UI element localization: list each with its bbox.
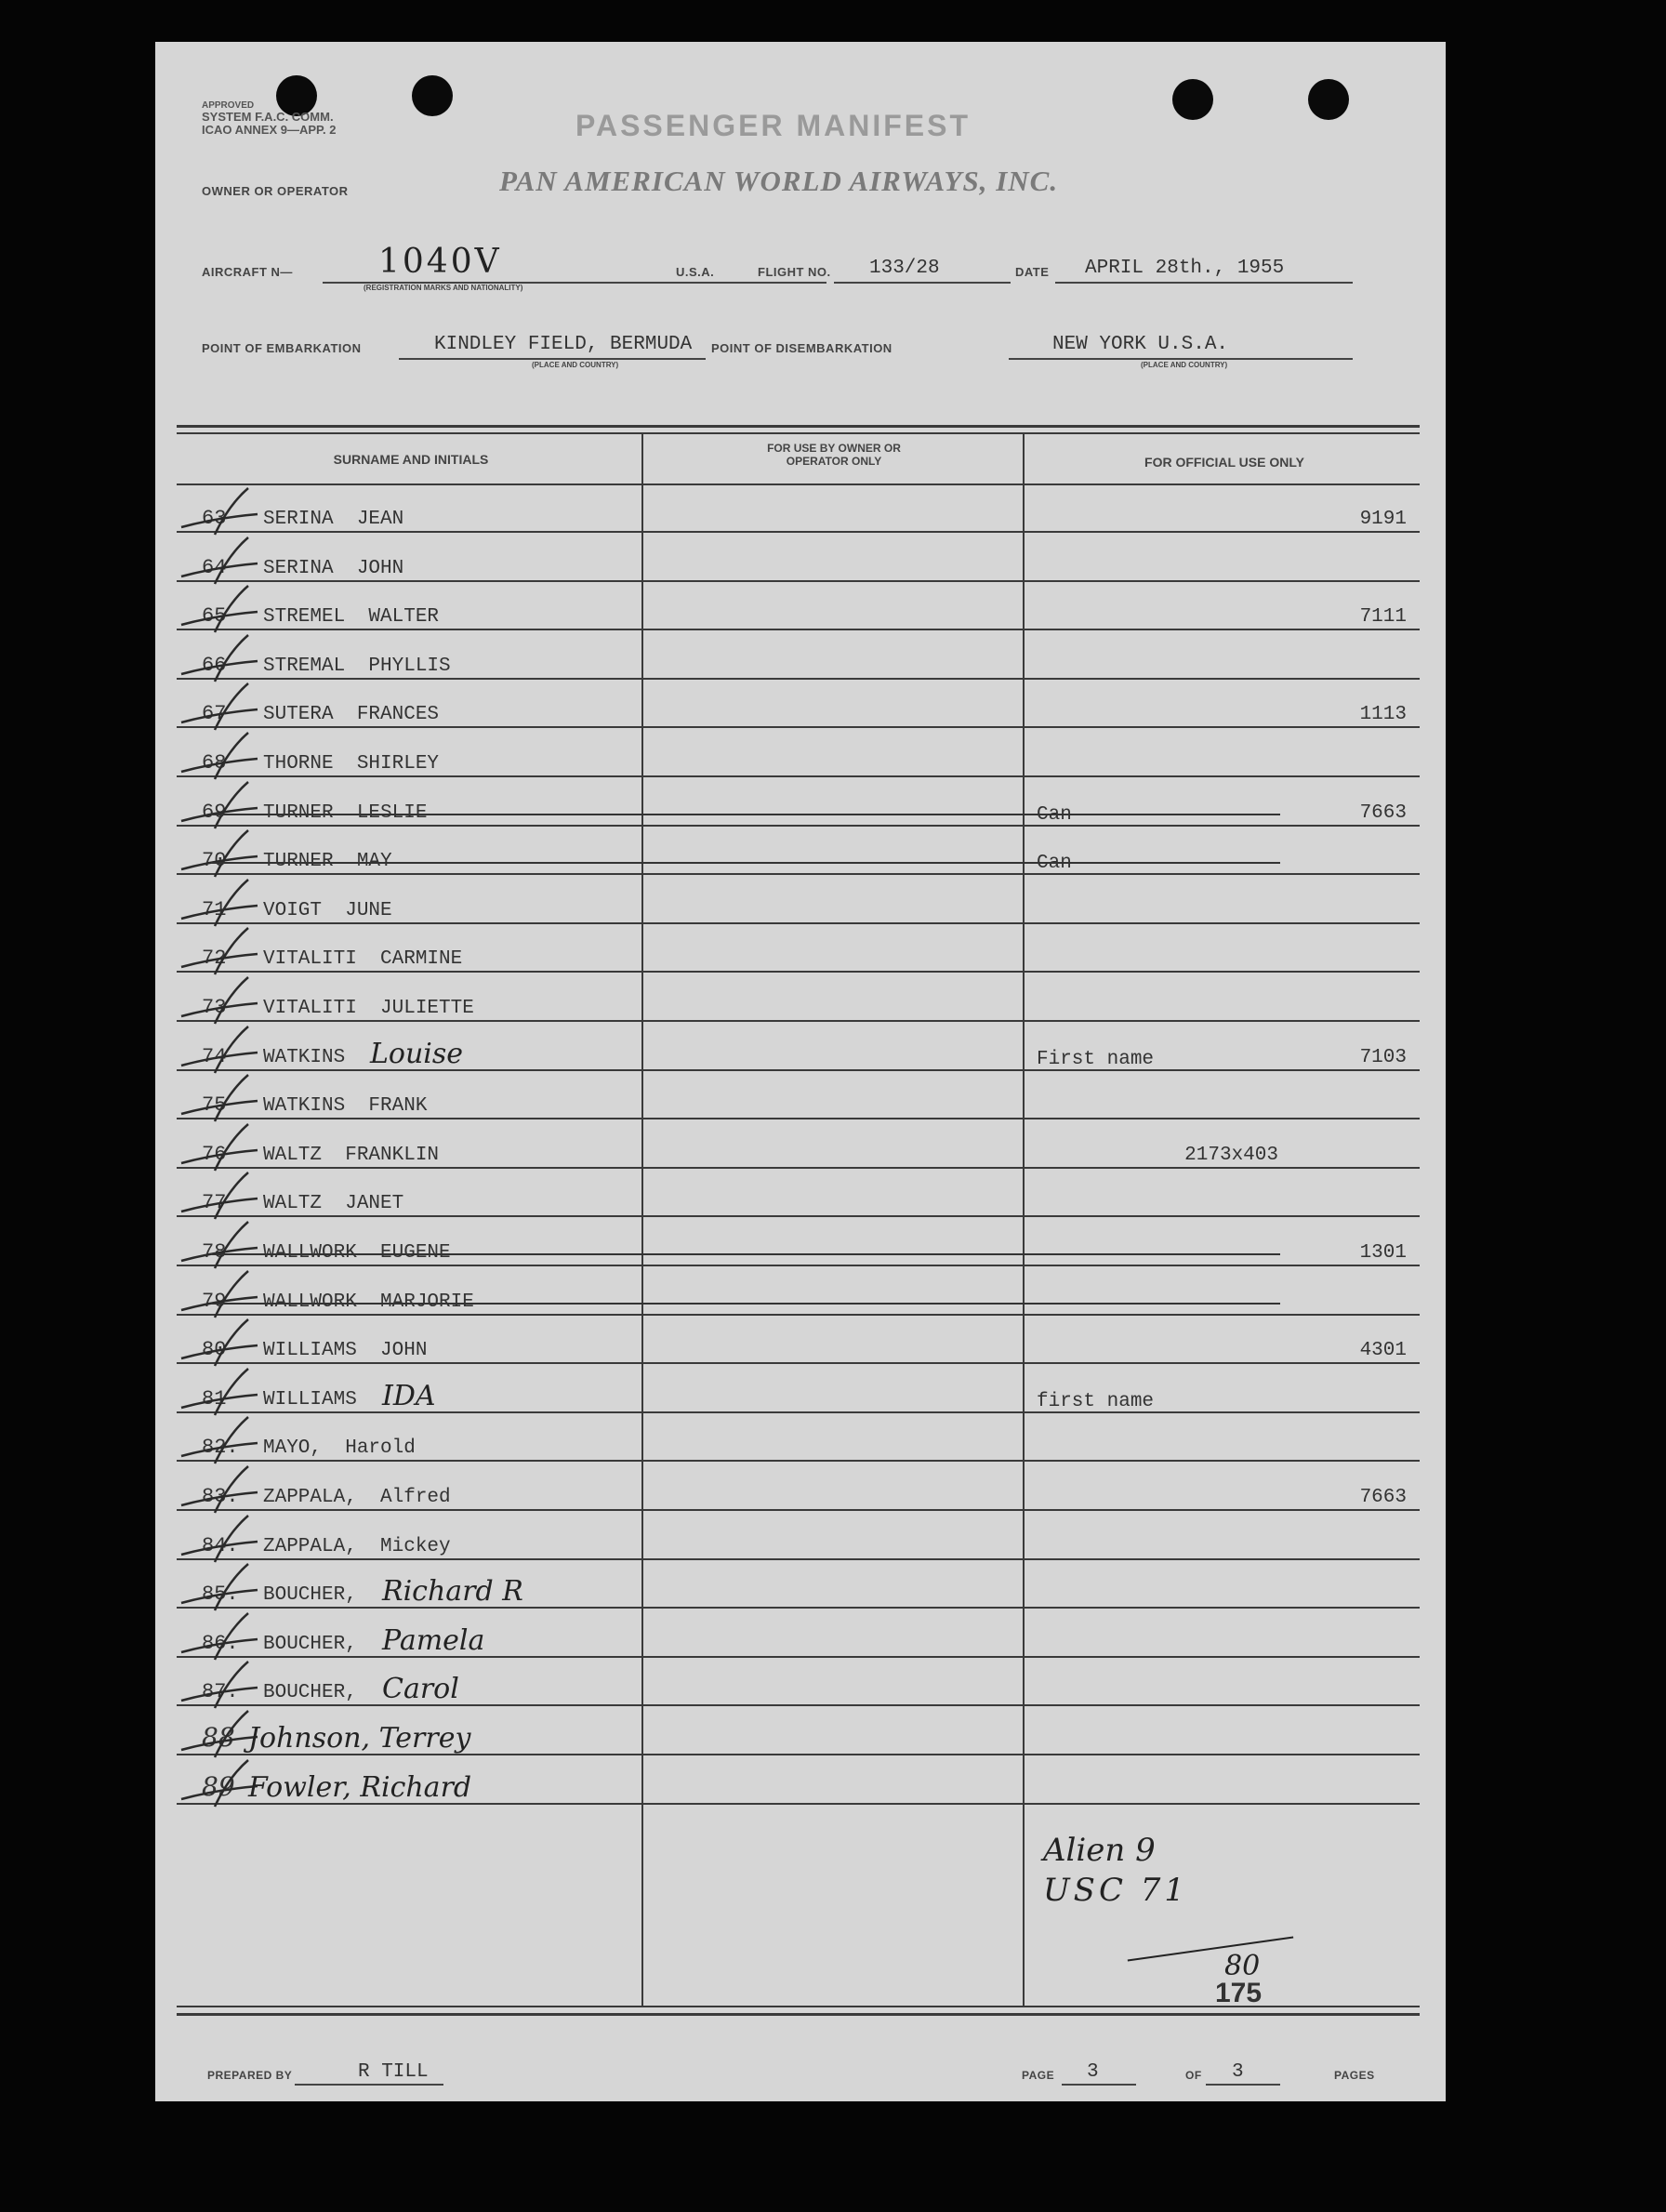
passenger-number: 88 (202, 1722, 235, 1753)
col-header-surname: SURNAME AND INITIALS (333, 452, 489, 467)
of-value: 3 (1232, 2061, 1244, 2083)
passenger-number: 70 (202, 849, 227, 873)
checkmark-icon (178, 682, 261, 734)
handwritten-name: Richard R (382, 1575, 523, 1609)
checkmark-icon (178, 1318, 261, 1370)
checkmark-icon (178, 633, 261, 685)
checkmark-icon (178, 1025, 261, 1077)
passenger-name: TURNER LESLIE (263, 801, 428, 824)
strike-through-line (211, 862, 1280, 864)
passenger-number: 77 (202, 1191, 227, 1215)
official-code: 9191 (1359, 509, 1407, 530)
passenger-number: 66 (202, 653, 227, 677)
official-code: 1113 (1359, 704, 1407, 726)
handwritten-name: Fowler, Richard (248, 1770, 472, 1804)
official-note: First name (1037, 1048, 1155, 1070)
place-caption: (PLACE AND COUNTRY) (1141, 361, 1228, 369)
col-header-owner-use: FOR USE BY OWNER OR OPERATOR ONLY (767, 442, 901, 468)
passenger-name: THORNE SHIRLEY (263, 753, 440, 775)
owner-value: PAN AMERICAN WORLD AIRWAYS, INC. (499, 165, 1059, 197)
embark-label: POINT OF EMBARKATION (202, 341, 362, 355)
tally-alien: Alien 9 (1043, 1832, 1156, 1869)
checkmark-icon (178, 731, 261, 783)
passenger-number: 68 (202, 751, 227, 775)
passenger-number: 73 (202, 996, 227, 1019)
checkmark-icon (178, 1171, 261, 1223)
passenger-name: STREMEL WALTER (263, 606, 440, 629)
date-label: DATE (1015, 265, 1050, 279)
aircraft-label: AIRCRAFT N— (202, 265, 293, 279)
approval-line: SYSTEM F.A.C. COMM. (202, 110, 334, 124)
official-code: 7103 (1359, 1046, 1407, 1068)
official-code: 7663 (1359, 1487, 1407, 1508)
flight-value: 133/28 (869, 258, 940, 279)
passenger-number: 86. (202, 1631, 239, 1655)
checkmark-icon (178, 486, 261, 538)
place-caption: (PLACE AND COUNTRY) (532, 361, 619, 369)
passenger-name: WATKINS FRANK (263, 1095, 428, 1118)
passenger-number: 64 (202, 555, 227, 579)
passenger-number: 84. (202, 1533, 239, 1557)
checkmark-icon (178, 828, 261, 881)
prepared-value: R TILL (358, 2061, 429, 2083)
passenger-name: SERINA JOHN (263, 557, 404, 579)
punch-hole (1308, 79, 1349, 120)
passenger-name: WALTZ FRANKLIN (263, 1144, 440, 1166)
passenger-number: 87. (202, 1680, 239, 1704)
checkmark-icon (178, 584, 261, 636)
passenger-name: BOUCHER, (263, 1682, 357, 1704)
checkmark-icon (178, 926, 261, 978)
strike-through-line (211, 1253, 1280, 1255)
passenger-name: STREMAL PHYLLIS (263, 655, 451, 677)
passenger-name: WATKINS (263, 1046, 346, 1068)
passenger-name: ZAPPALA, Mickey (263, 1535, 451, 1557)
owner-label: OWNER OR OPERATOR (202, 184, 349, 198)
official-code: 1301 (1359, 1242, 1407, 1264)
aircraft-value: 1040V (378, 243, 502, 281)
passenger-number: 89 (202, 1770, 235, 1802)
embark-value: KINDLEY FIELD, BERMUDA (434, 334, 693, 355)
passenger-number: 65 (202, 604, 227, 629)
passenger-name: WILLIAMS JOHN (263, 1340, 428, 1362)
passenger-name: WALTZ JANET (263, 1193, 404, 1215)
passenger-name: ZAPPALA, Alfred (263, 1487, 451, 1508)
checkmark-icon (178, 1562, 261, 1614)
strike-through-line (211, 1303, 1280, 1305)
registration-caption: (REGISTRATION MARKS AND NATIONALITY) (364, 284, 523, 292)
passenger-number: 63 (202, 507, 227, 530)
page-label: PAGE (1022, 2069, 1055, 2082)
col-header-official-use: FOR OFFICIAL USE ONLY (1144, 455, 1304, 470)
handwritten-name: Louise (370, 1037, 464, 1070)
date-value: APRIL 28th., 1955 (1085, 258, 1285, 279)
passenger-number: 79 (202, 1289, 227, 1313)
checkmark-icon (178, 878, 261, 930)
approval-line: ICAO ANNEX 9—APP. 2 (202, 123, 337, 137)
official-note: Can (1037, 853, 1072, 875)
passenger-name: WALLWORK MARJORIE (263, 1291, 474, 1313)
passenger-number: 74 (202, 1044, 227, 1068)
passenger-number: 82. (202, 1436, 239, 1460)
flight-label: FLIGHT NO. (758, 265, 831, 279)
passenger-name: VITALITI JULIETTE (263, 998, 474, 1019)
passenger-name: WALLWORK EUGENE (263, 1242, 451, 1264)
checkmark-icon (178, 1269, 261, 1321)
disembark-label: POINT OF DISEMBARKATION (711, 341, 892, 355)
usa-label: U.S.A. (676, 265, 715, 279)
page-value: 3 (1087, 2061, 1099, 2083)
approval-line: APPROVED (202, 100, 255, 111)
checkmark-icon (178, 536, 261, 588)
checkmark-icon (178, 1220, 261, 1272)
passenger-name: WILLIAMS (263, 1388, 357, 1411)
checkmark-icon (178, 1367, 261, 1419)
passenger-number: 85. (202, 1583, 239, 1607)
checkmark-icon (178, 1464, 261, 1517)
passenger-name: SERINA JEAN (263, 509, 404, 530)
manifest-sheet (155, 42, 1446, 2101)
checkmark-icon (178, 1415, 261, 1467)
page-stamp: 175 (1215, 1978, 1263, 2008)
passenger-name: BOUCHER, (263, 1633, 357, 1655)
checkmark-icon (178, 975, 261, 1027)
of-label: OF (1185, 2069, 1202, 2082)
checkmark-icon (178, 780, 261, 832)
passenger-name: TURNER MAY (263, 851, 392, 873)
checkmark-icon (178, 1514, 261, 1566)
passenger-number: 69 (202, 800, 227, 824)
strike-through-line (211, 814, 1280, 815)
official-code: 7663 (1359, 801, 1407, 824)
passenger-name: BOUCHER, (263, 1584, 357, 1607)
passenger-name: VOIGT JUNE (263, 899, 392, 921)
checkmark-icon (178, 1660, 261, 1712)
passenger-number: 83. (202, 1485, 239, 1508)
handwritten-name: Carol (382, 1673, 459, 1706)
punch-hole (412, 75, 453, 116)
official-note: Can (1037, 803, 1072, 826)
prepared-label: PREPARED BY (207, 2069, 293, 2082)
official-code: 4301 (1359, 1340, 1407, 1362)
punch-hole (1172, 79, 1213, 120)
official-note: first name (1037, 1390, 1155, 1412)
handwritten-name: Johnson, Terrey (248, 1722, 471, 1755)
checkmark-icon (178, 1073, 261, 1125)
disembark-value: NEW YORK U.S.A. (1052, 334, 1229, 355)
passenger-number: 71 (202, 897, 227, 921)
handwritten-name: Pamela (382, 1623, 485, 1657)
passenger-name: MAYO, Harold (263, 1437, 416, 1460)
passenger-number: 75 (202, 1093, 227, 1118)
official-code: 2173x403 (1184, 1144, 1278, 1166)
passenger-number: 80 (202, 1338, 227, 1362)
passenger-number: 72 (202, 947, 227, 971)
passenger-name: VITALITI CARMINE (263, 948, 463, 971)
passenger-number: 81 (202, 1386, 227, 1411)
passenger-number: 76 (202, 1142, 227, 1166)
checkmark-icon (178, 1611, 261, 1663)
handwritten-name: IDA (382, 1379, 436, 1412)
tally-usc: USC 71 (1043, 1872, 1189, 1909)
page-title: PASSENGER MANIFEST (575, 109, 971, 142)
passenger-number: 67 (202, 702, 227, 726)
official-code: 7111 (1359, 606, 1407, 629)
passenger-number: 78 (202, 1240, 227, 1264)
passenger-name: SUTERA FRANCES (263, 704, 440, 726)
checkmark-icon (178, 1122, 261, 1174)
tally-total: 80 (1224, 1950, 1261, 1982)
pages-label: PAGES (1334, 2069, 1375, 2082)
